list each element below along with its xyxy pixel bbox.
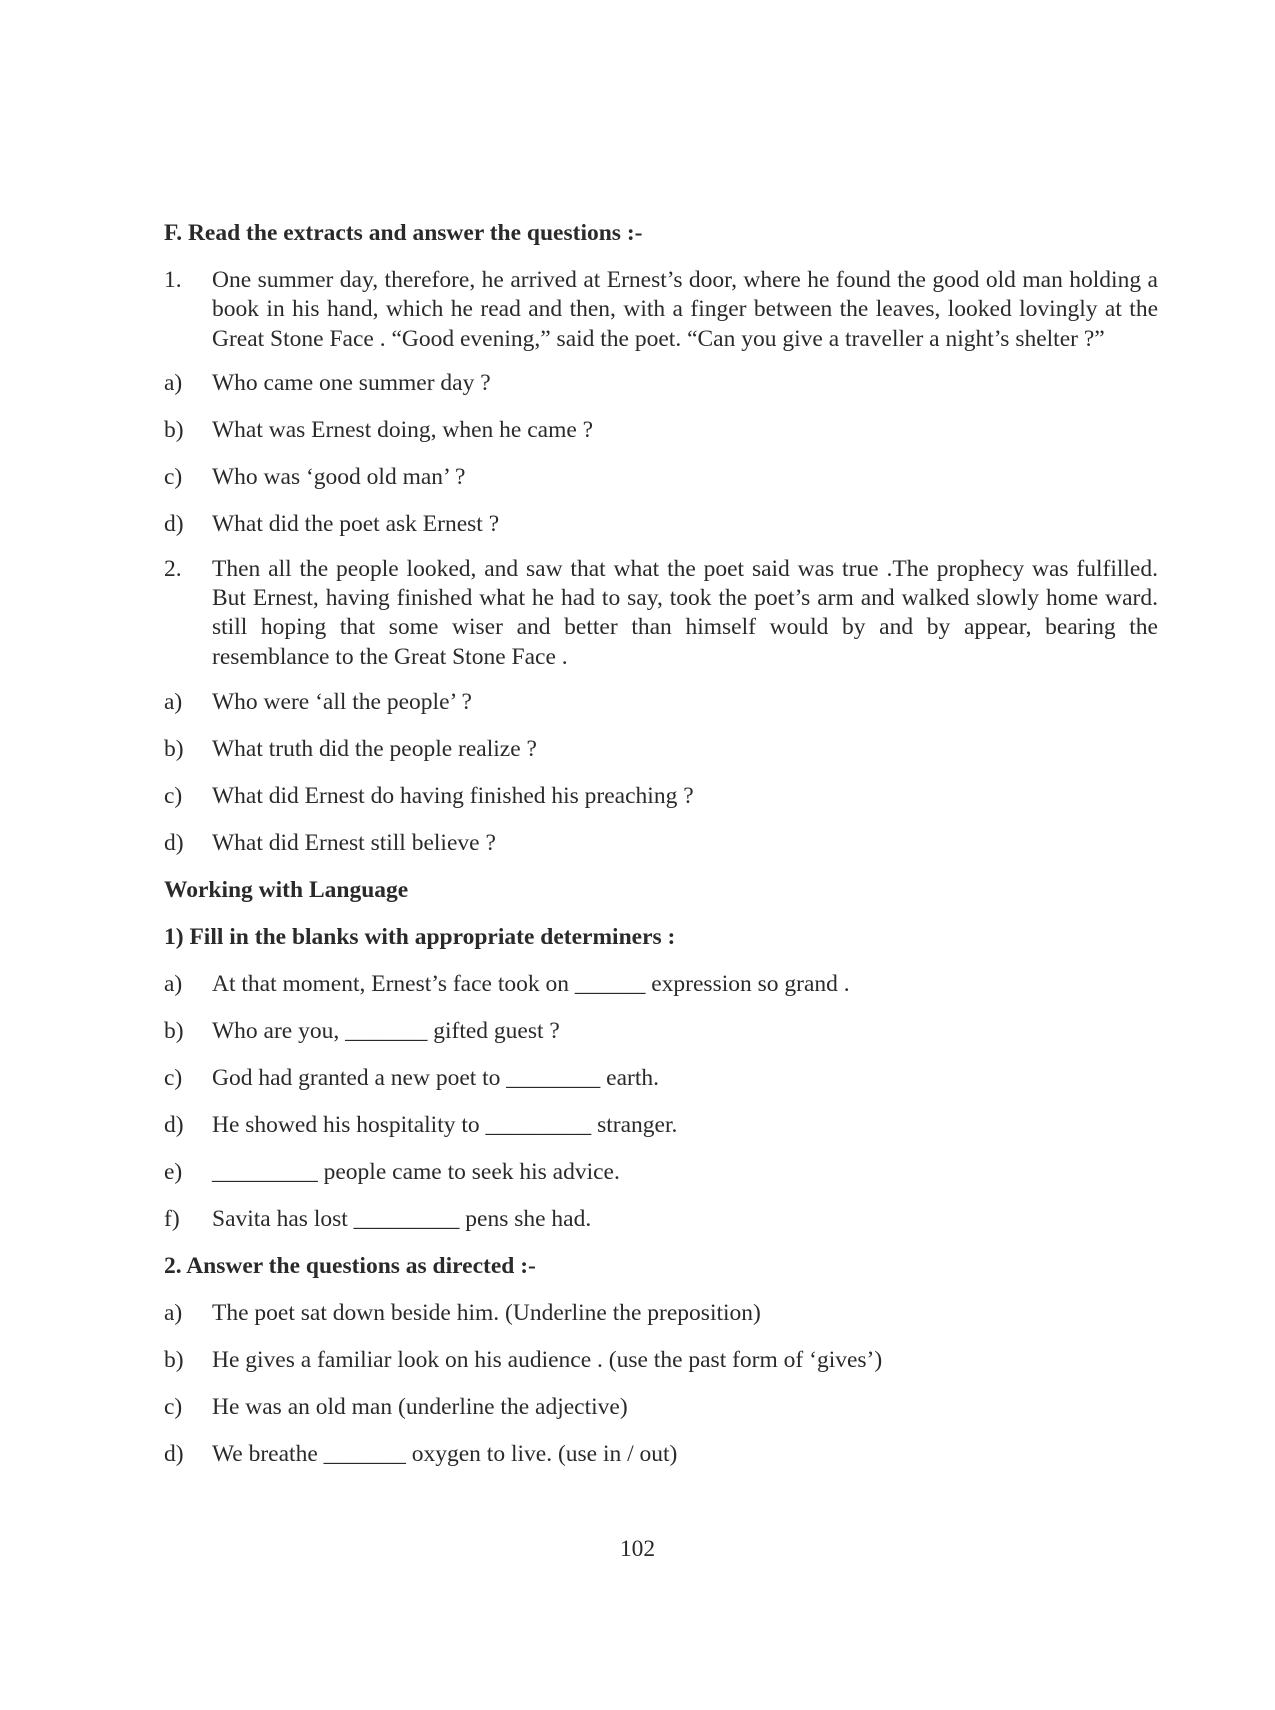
working-with-language-heading: Working with Language — [164, 877, 409, 904]
question-item — [164, 828, 1158, 858]
question-text: What did the poet ask Ernest ? — [212, 510, 500, 537]
question-label: a) — [164, 689, 183, 716]
exercise-item — [164, 1157, 1158, 1187]
item-label: c) — [164, 1394, 183, 1421]
exercise-item — [164, 1063, 1158, 1093]
question-label: a) — [164, 369, 183, 396]
item-label: d) — [164, 1112, 184, 1139]
question-text: What truth did the people realize ? — [212, 736, 537, 763]
item-text: At that moment, Ernest’s face took on ______ expression so grand . — [212, 971, 850, 998]
question-label: d) — [164, 510, 184, 537]
item-text: The poet sat down beside him. (Underline the preposition) — [212, 1300, 761, 1327]
item-label: b) — [164, 1018, 184, 1045]
exercise-item — [164, 1110, 1158, 1140]
section-f-heading: F. Read the extracts and answer the questions :- — [164, 220, 643, 246]
exercise-item — [164, 1345, 1158, 1375]
item-label: b) — [164, 1347, 184, 1374]
exercise-item — [164, 1204, 1158, 1234]
question-label: b) — [164, 736, 184, 763]
page-content — [164, 218, 1158, 1469]
question-item — [164, 687, 1158, 717]
item-label: f) — [164, 1206, 180, 1233]
item-label: a) — [164, 971, 183, 998]
item-label: e) — [164, 1159, 183, 1186]
item-text: He showed his hospitality to _________ stranger. — [212, 1112, 678, 1139]
exercise-item — [164, 1298, 1158, 1328]
exercise-2-heading: 2. Answer the questions as directed :- — [164, 1253, 536, 1280]
exercise-item — [164, 969, 1158, 999]
exercise-item — [164, 1016, 1158, 1046]
question-text: What did Ernest do having finished his preaching ? — [212, 783, 694, 810]
item-text: We breathe _______ oxygen to live. (use in / out) — [212, 1441, 678, 1468]
question-item — [164, 415, 1158, 445]
exercise-item — [164, 1439, 1158, 1469]
question-text: What did Ernest still believe ? — [212, 830, 496, 857]
question-item — [164, 781, 1158, 811]
item-text: He gives a familiar look on his audience . (use the past form of ‘gives’) — [212, 1347, 883, 1374]
item-text: Savita has lost _________ pens she had. — [212, 1206, 592, 1233]
question-item — [164, 734, 1158, 764]
question-text: Who were ‘all the people’ ? — [212, 689, 472, 716]
question-item — [164, 509, 1158, 539]
extract-number: 2. — [164, 555, 182, 582]
question-text: Who was ‘good old man’ ? — [212, 463, 466, 490]
exercise-1-heading: 1) Fill in the blanks with appropriate determiners : — [164, 924, 676, 951]
question-item — [164, 462, 1158, 492]
extract-passage: Then all the people looked, and saw that what the poet said was true .The prophecy was fulfilled. But Ernest, having finished what he had to say, took the poet’s arm and walked slowly home ward. still hoping that some wiser and better than himself would by and by appear, bearing the resemblance to the Great Stone Face . — [212, 555, 1158, 670]
extract-2 — [164, 555, 1158, 672]
item-label: c) — [164, 1065, 183, 1092]
question-item — [164, 368, 1158, 398]
question-label: c) — [164, 783, 183, 810]
item-label: d) — [164, 1441, 184, 1468]
page-number: 102 — [619, 1536, 656, 1562]
question-label: b) — [164, 416, 184, 443]
question-text: Who came one summer day ? — [212, 369, 491, 396]
item-text: He was an old man (underline the adjective) — [212, 1394, 628, 1421]
item-text: God had granted a new poet to ________ earth. — [212, 1065, 660, 1092]
extract-number: 1. — [164, 267, 182, 293]
question-text: What was Ernest doing, when he came ? — [212, 416, 594, 443]
exercise-item — [164, 1392, 1158, 1422]
item-label: a) — [164, 1300, 183, 1327]
question-label: c) — [164, 463, 183, 490]
item-text: _________ people came to seek his advice. — [212, 1159, 620, 1186]
item-text: Who are you, _______ gifted guest ? — [212, 1018, 560, 1045]
extract-1 — [164, 266, 1158, 354]
question-label: d) — [164, 830, 184, 857]
extract-passage: One summer day, therefore, he arrived at Ernest’s door, where he found the good old man holding a book in his hand, which he read and then, with a finger between the leaves, looked lovingly at the Great Stone Face . “Good evening,” said the poet. “Can you give a traveller a night’s shelter ?” — [212, 267, 1158, 352]
